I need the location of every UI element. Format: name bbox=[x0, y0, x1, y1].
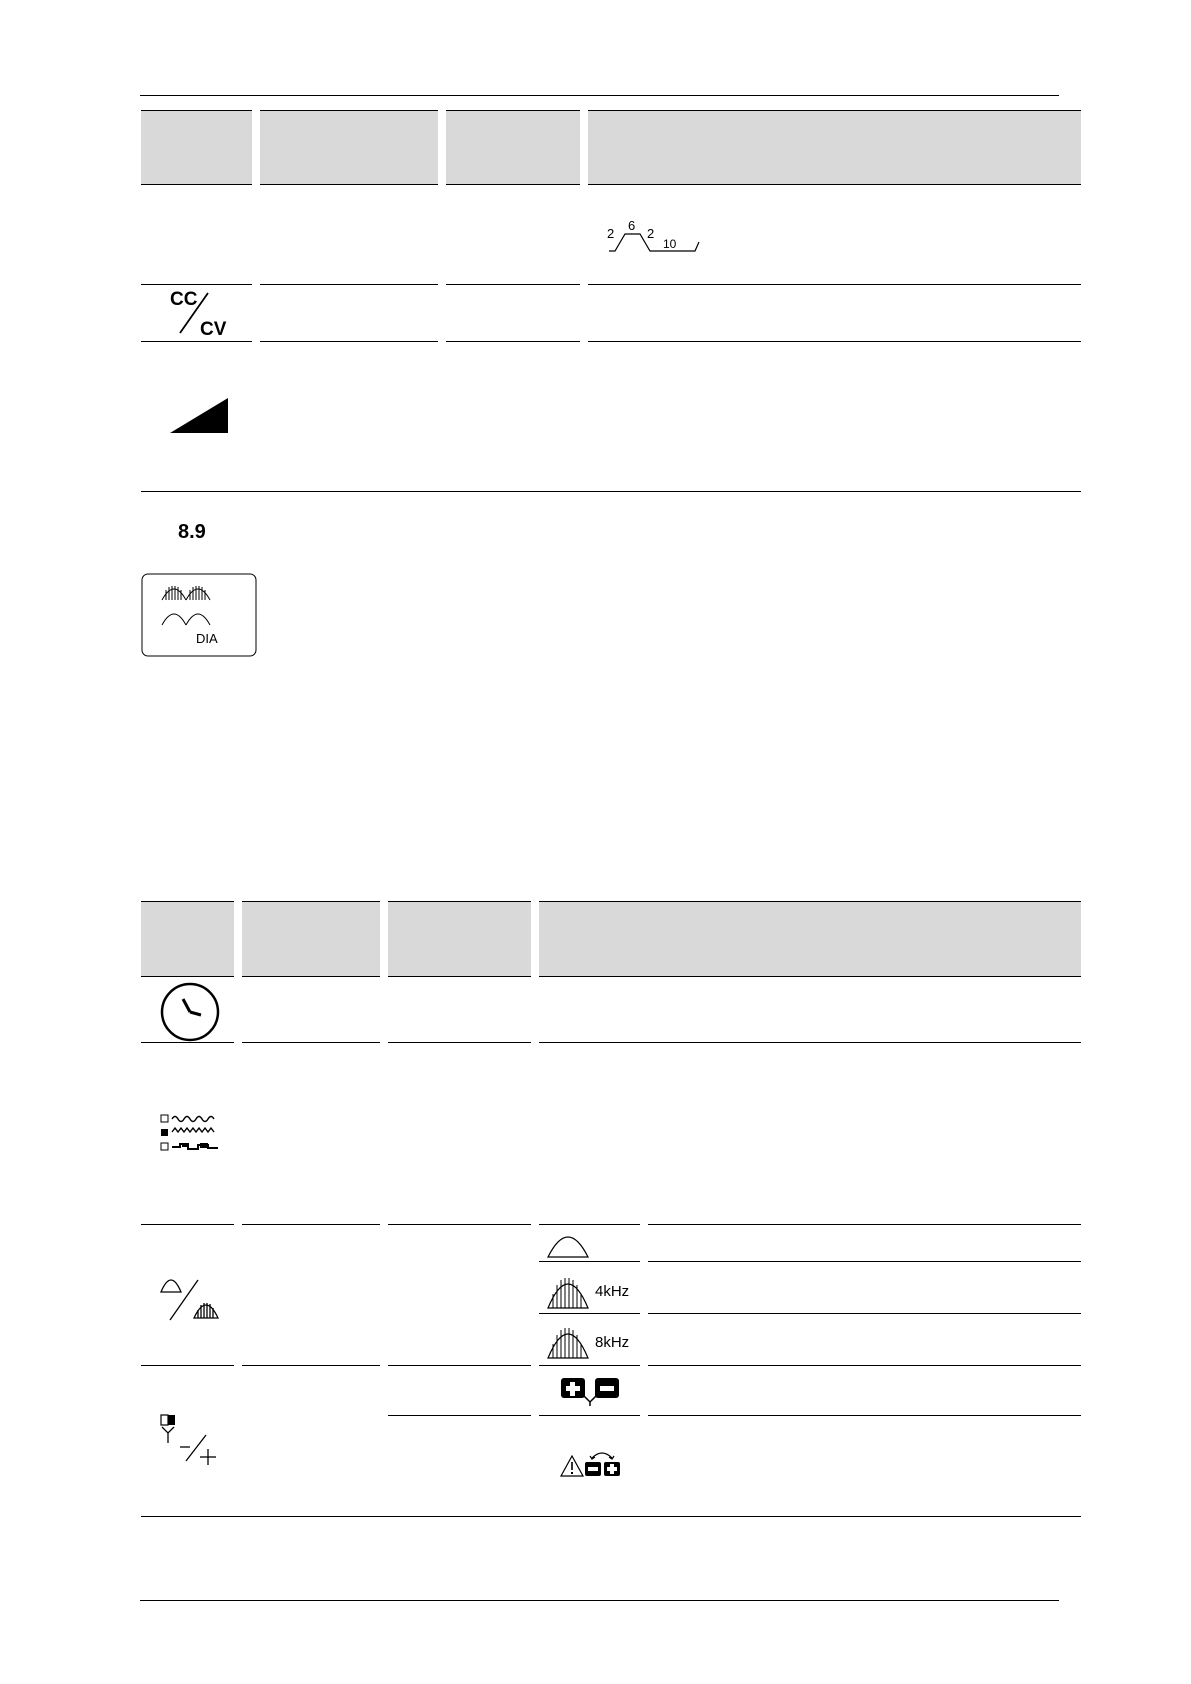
table2-row1-rule-4 bbox=[539, 1042, 1081, 1043]
table1-row2-rule-3 bbox=[446, 341, 580, 342]
dc-arc-icon bbox=[547, 1229, 589, 1259]
table1-row1-rule-2 bbox=[260, 284, 438, 285]
table2-subrow2-rule bbox=[539, 1313, 640, 1314]
pulse-8khz-label: 8kHz bbox=[595, 1334, 630, 1351]
table2-row2-rule-2 bbox=[242, 1224, 380, 1225]
table2-subrow3-rule bbox=[388, 1415, 531, 1416]
polarity-standard-icon bbox=[560, 1374, 630, 1406]
table2-row1-rule-3 bbox=[388, 1042, 531, 1043]
table2-subrow2-rule-2 bbox=[648, 1313, 1081, 1314]
table2-row2-rule bbox=[141, 1224, 234, 1225]
section-number: 8.9 bbox=[178, 521, 206, 543]
table1-header-bottom-rule-4 bbox=[588, 184, 1081, 185]
polarity-swap-warning-icon bbox=[560, 1448, 626, 1478]
table2-row3-rule-4 bbox=[539, 1365, 640, 1366]
table1-header-bottom-rule-2 bbox=[260, 184, 438, 185]
dia-panel-icon bbox=[141, 573, 257, 657]
table2-row2-rule-4 bbox=[539, 1224, 640, 1225]
table2-row3-rule-2 bbox=[242, 1365, 380, 1366]
table2-header-bottom-rule-4 bbox=[539, 976, 1081, 977]
table2-row1-rule bbox=[141, 1042, 234, 1043]
table2-subrow3-rule-2 bbox=[539, 1415, 640, 1416]
table2-subrow1-rule-2 bbox=[648, 1261, 1081, 1262]
slope-icon bbox=[170, 398, 230, 434]
table2-row3-rule bbox=[141, 1365, 234, 1366]
table2-row3-rule-3 bbox=[388, 1365, 531, 1366]
table1-header-bottom-rule bbox=[141, 184, 252, 185]
table2-header-bottom-rule bbox=[141, 976, 234, 977]
table2-header-cell-4 bbox=[539, 901, 1081, 976]
pulse-4khz-icon bbox=[547, 1270, 637, 1310]
table1-header-cell-3 bbox=[446, 110, 580, 185]
ramp-label-3: 2 bbox=[647, 226, 655, 241]
pulse-8khz-icon bbox=[547, 1320, 637, 1360]
cv-label: CV bbox=[200, 319, 227, 340]
table2-header-cell-1 bbox=[141, 901, 234, 976]
ramp-label-1: 2 bbox=[607, 226, 615, 241]
table2-bottom-rule bbox=[141, 1516, 1081, 1517]
table2-header-cell-3 bbox=[388, 901, 531, 976]
table1-row1-rule-3 bbox=[446, 284, 580, 285]
page-header-rule bbox=[140, 95, 1059, 96]
ramp-label-4: 10 bbox=[663, 237, 677, 251]
arc-pulse-icon bbox=[158, 1272, 224, 1324]
cc-label: CC bbox=[170, 289, 198, 310]
torch-polarity-icon bbox=[158, 1413, 224, 1465]
table1-header-cell-2 bbox=[260, 110, 438, 185]
table2-header-cell-2 bbox=[242, 901, 380, 976]
table1-row1-rule bbox=[141, 284, 252, 285]
table1-row1-rule-4 bbox=[588, 284, 1081, 285]
table2-subrow1-rule bbox=[539, 1261, 640, 1262]
page-footer-rule bbox=[140, 1600, 1059, 1601]
table2-subrow3-rule-3 bbox=[648, 1415, 1081, 1416]
ramp-timing-icon bbox=[605, 218, 705, 254]
table1-row2-rule bbox=[141, 341, 252, 342]
table2-header-bottom-rule-3 bbox=[388, 976, 531, 977]
table2-row2-rule-3 bbox=[388, 1224, 531, 1225]
table1-header-cell-4 bbox=[588, 110, 1081, 185]
ramp-label-2: 6 bbox=[628, 218, 636, 233]
table2-row1-rule-2 bbox=[242, 1042, 380, 1043]
dia-label: DIA bbox=[196, 631, 218, 646]
table1-header-bottom-rule-3 bbox=[446, 184, 580, 185]
waveform-select-icon bbox=[160, 1114, 224, 1154]
table2-header-bottom-rule-2 bbox=[242, 976, 380, 977]
table1-header-cell-1 bbox=[141, 110, 252, 185]
table1-row2-rule-4 bbox=[588, 341, 1081, 342]
pulse-4khz-label: 4kHz bbox=[595, 1283, 630, 1300]
cc-cv-icon bbox=[168, 287, 232, 339]
table1-row2-rule-2 bbox=[260, 341, 438, 342]
table2-row2-rule-5 bbox=[648, 1224, 1081, 1225]
clock-icon bbox=[159, 981, 221, 1043]
table2-row3-rule-5 bbox=[648, 1365, 1081, 1366]
table1-bottom-rule bbox=[141, 491, 1081, 492]
